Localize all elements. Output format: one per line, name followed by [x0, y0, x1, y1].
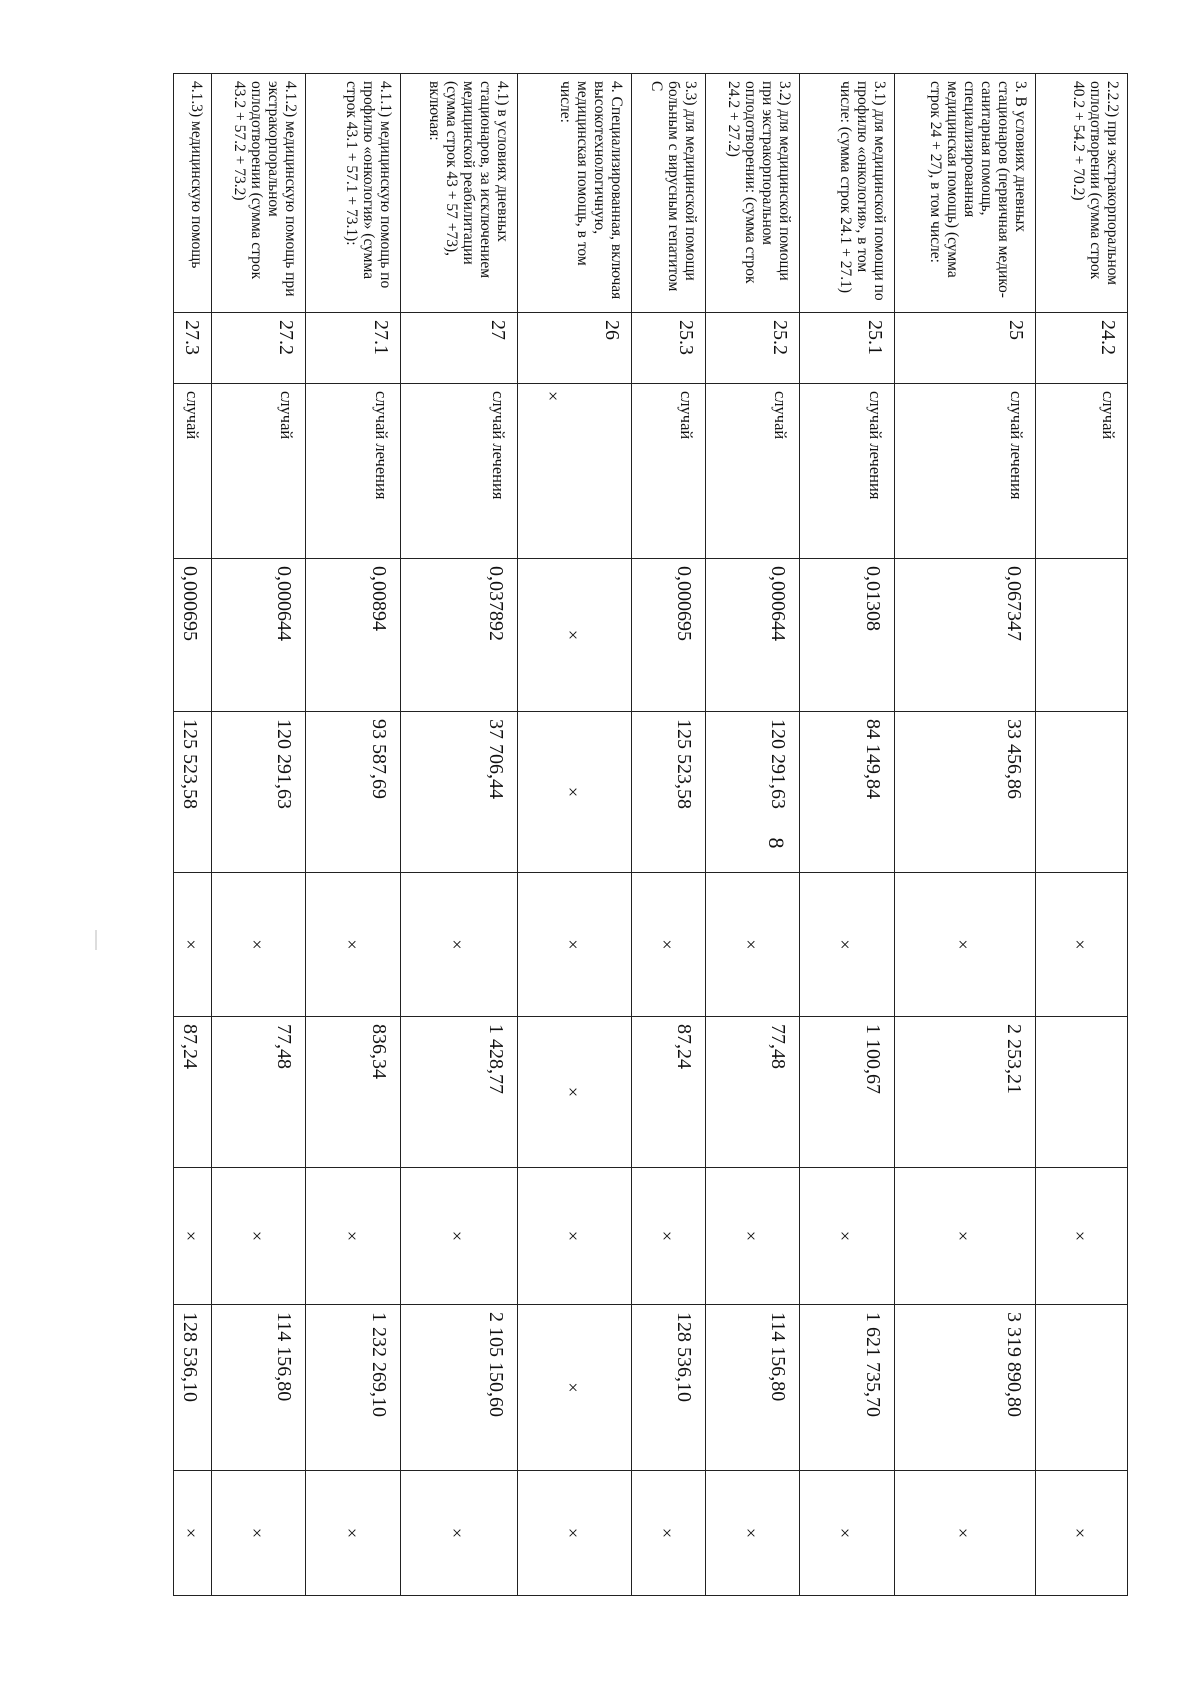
table-row: [212, 74, 306, 1596]
row-c9: 1 621 735,70: [800, 1305, 894, 1471]
row-cost: 120 291,63: [705, 712, 799, 873]
row-c9: 128 536,10: [632, 1305, 706, 1471]
row-cost: 93 587,69: [306, 712, 400, 873]
table-row: [518, 74, 632, 1596]
table-row: [632, 74, 706, 1596]
row-code: 25.1: [800, 313, 894, 384]
row-c6: ×: [306, 873, 400, 1017]
row-cost: [1035, 712, 1127, 873]
row-norm: 0,000695: [632, 559, 706, 712]
row-code: 25.3: [632, 313, 706, 384]
row-cost: 125 523,58: [632, 712, 706, 873]
row-c10: ×: [1035, 1471, 1127, 1596]
table-row: [705, 74, 799, 1596]
row-c8: ×: [174, 1168, 212, 1305]
row-code: 25: [894, 313, 1035, 384]
row-c6: ×: [518, 873, 632, 1017]
row-unit: случай: [632, 384, 706, 559]
table-row: [306, 74, 400, 1596]
row-unit: случай лечения: [894, 384, 1035, 559]
row-norm: 0,000644: [212, 559, 306, 712]
row-cost: ×: [518, 712, 632, 873]
row-unit: случай: [705, 384, 799, 559]
row-c10: ×: [894, 1471, 1035, 1596]
row-c7: 77,48: [705, 1017, 799, 1168]
table-row: [800, 74, 894, 1596]
row-norm: 0,01308: [800, 559, 894, 712]
row-c9: 114 156,80: [705, 1305, 799, 1471]
row-code: 27.1: [306, 313, 400, 384]
row-c8: ×: [800, 1168, 894, 1305]
row-name: 2.2.2) при экстракорпоральном оплодотворении (сумма строк 40.2 + 54.2 + 70.2): [1035, 74, 1127, 313]
row-c9: ×: [518, 1305, 632, 1471]
row-c9: 2 105 150,60: [400, 1305, 517, 1471]
row-c7: 87,24: [632, 1017, 706, 1168]
row-c7: ×: [518, 1017, 632, 1168]
row-unit: ×: [518, 384, 632, 559]
row-c7: 87,24: [174, 1017, 212, 1168]
row-name: 3.3) для медицинской помощи больным с вирусным гепатитом С: [632, 74, 706, 313]
row-name: 4.1.3) медицинскую помощь: [174, 74, 212, 313]
row-c9: 128 536,10: [174, 1305, 212, 1471]
row-cost: 37 706,44: [400, 712, 517, 873]
row-norm: 0,00894: [306, 559, 400, 712]
row-c10: ×: [306, 1471, 400, 1596]
row-c8: ×: [894, 1168, 1035, 1305]
table-row: [1035, 74, 1127, 1596]
row-c10: ×: [400, 1471, 517, 1596]
row-c7: [1035, 1017, 1127, 1168]
data-table: [173, 73, 1128, 1596]
row-unit: случай лечения: [400, 384, 517, 559]
row-c6: ×: [174, 873, 212, 1017]
row-c6: ×: [632, 873, 706, 1017]
row-c7: 2 253,21: [894, 1017, 1035, 1168]
scan-mark: [95, 930, 97, 950]
row-c10: ×: [212, 1471, 306, 1596]
row-c8: ×: [306, 1168, 400, 1305]
row-c8: ×: [518, 1168, 632, 1305]
row-norm: 0,000644: [705, 559, 799, 712]
table-row: [894, 74, 1035, 1596]
row-norm: 0,000695: [174, 559, 212, 712]
row-c10: ×: [632, 1471, 706, 1596]
row-code: 27.3: [174, 313, 212, 384]
row-c6: ×: [800, 873, 894, 1017]
row-name: 4.1.1) медицинскую помощь по профилю «онкология» (сумма строк 43.1 + 57.1 + 73.1):: [306, 74, 400, 313]
rotated-table-container: [173, 73, 1128, 1595]
row-code: 27.2: [212, 313, 306, 384]
row-cost: 84 149,84: [800, 712, 894, 873]
row-code: 26: [518, 313, 632, 384]
row-cost: 33 456,86: [894, 712, 1035, 873]
row-unit: случай: [1035, 384, 1127, 559]
row-c8: ×: [705, 1168, 799, 1305]
row-norm: [1035, 559, 1127, 712]
table-row: [174, 74, 212, 1596]
row-c10: ×: [518, 1471, 632, 1596]
row-cost: 125 523,58: [174, 712, 212, 873]
row-c7: 1 100,67: [800, 1017, 894, 1168]
row-code: 25.2: [705, 313, 799, 384]
row-c6: ×: [212, 873, 306, 1017]
row-code: 27: [400, 313, 517, 384]
row-c6: ×: [894, 873, 1035, 1017]
row-c6: ×: [1035, 873, 1127, 1017]
row-norm: 0,067347: [894, 559, 1035, 712]
row-c6: ×: [400, 873, 517, 1017]
row-c10: ×: [800, 1471, 894, 1596]
row-c9: 3 319 890,80: [894, 1305, 1035, 1471]
row-c7: 1 428,77: [400, 1017, 517, 1168]
table-row: [400, 74, 517, 1596]
row-c7: 77,48: [212, 1017, 306, 1168]
row-name: 4.1.2) медицинскую помощь при экстракорпоральном оплодотворении (сумма строк 43.2 + 57.2 + 73.2): [212, 74, 306, 313]
row-name: 4.1) в условиях дневных стационаров, за исключением медицинской реабилитации (сумма строк 43 + 57 +73), включая:: [400, 74, 517, 313]
row-name: 3. В условиях дневных стационаров (первичная медико-санитарная помощь, специализированная медицинская помощь) (сумма строк 24 + 27), в том числе:: [894, 74, 1035, 313]
row-c10: ×: [705, 1471, 799, 1596]
row-c9: 114 156,80: [212, 1305, 306, 1471]
row-unit: случай: [212, 384, 306, 559]
row-c8: ×: [400, 1168, 517, 1305]
row-c10: ×: [174, 1471, 212, 1596]
row-c8: ×: [632, 1168, 706, 1305]
page-number: 8: [764, 837, 789, 849]
row-code: 24.2: [1035, 313, 1127, 384]
row-name: 4. Специализированная, включая высокотехнологичную, медицинская помощь, в том числе:: [518, 74, 632, 313]
row-unit: случай: [174, 384, 212, 559]
row-c6: ×: [705, 873, 799, 1017]
row-norm: 0,037892: [400, 559, 517, 712]
row-c9: 1 232 269,10: [306, 1305, 400, 1471]
row-name: 3.2) для медицинской помощи при экстракорпоральном оплодотворении: (сумма строк 24.2 + 27.2): [705, 74, 799, 313]
row-c7: 836,34: [306, 1017, 400, 1168]
row-unit: случай лечения: [800, 384, 894, 559]
row-c9: [1035, 1305, 1127, 1471]
row-name: 3.1) для медицинской помощи по профилю «онкология», в том числе: (сумма строк 24.1 + 27.1): [800, 74, 894, 313]
row-cost: 120 291,63: [212, 712, 306, 873]
row-c8: ×: [212, 1168, 306, 1305]
row-norm: ×: [518, 559, 632, 712]
row-c8: ×: [1035, 1168, 1127, 1305]
row-unit: случай лечения: [306, 384, 400, 559]
